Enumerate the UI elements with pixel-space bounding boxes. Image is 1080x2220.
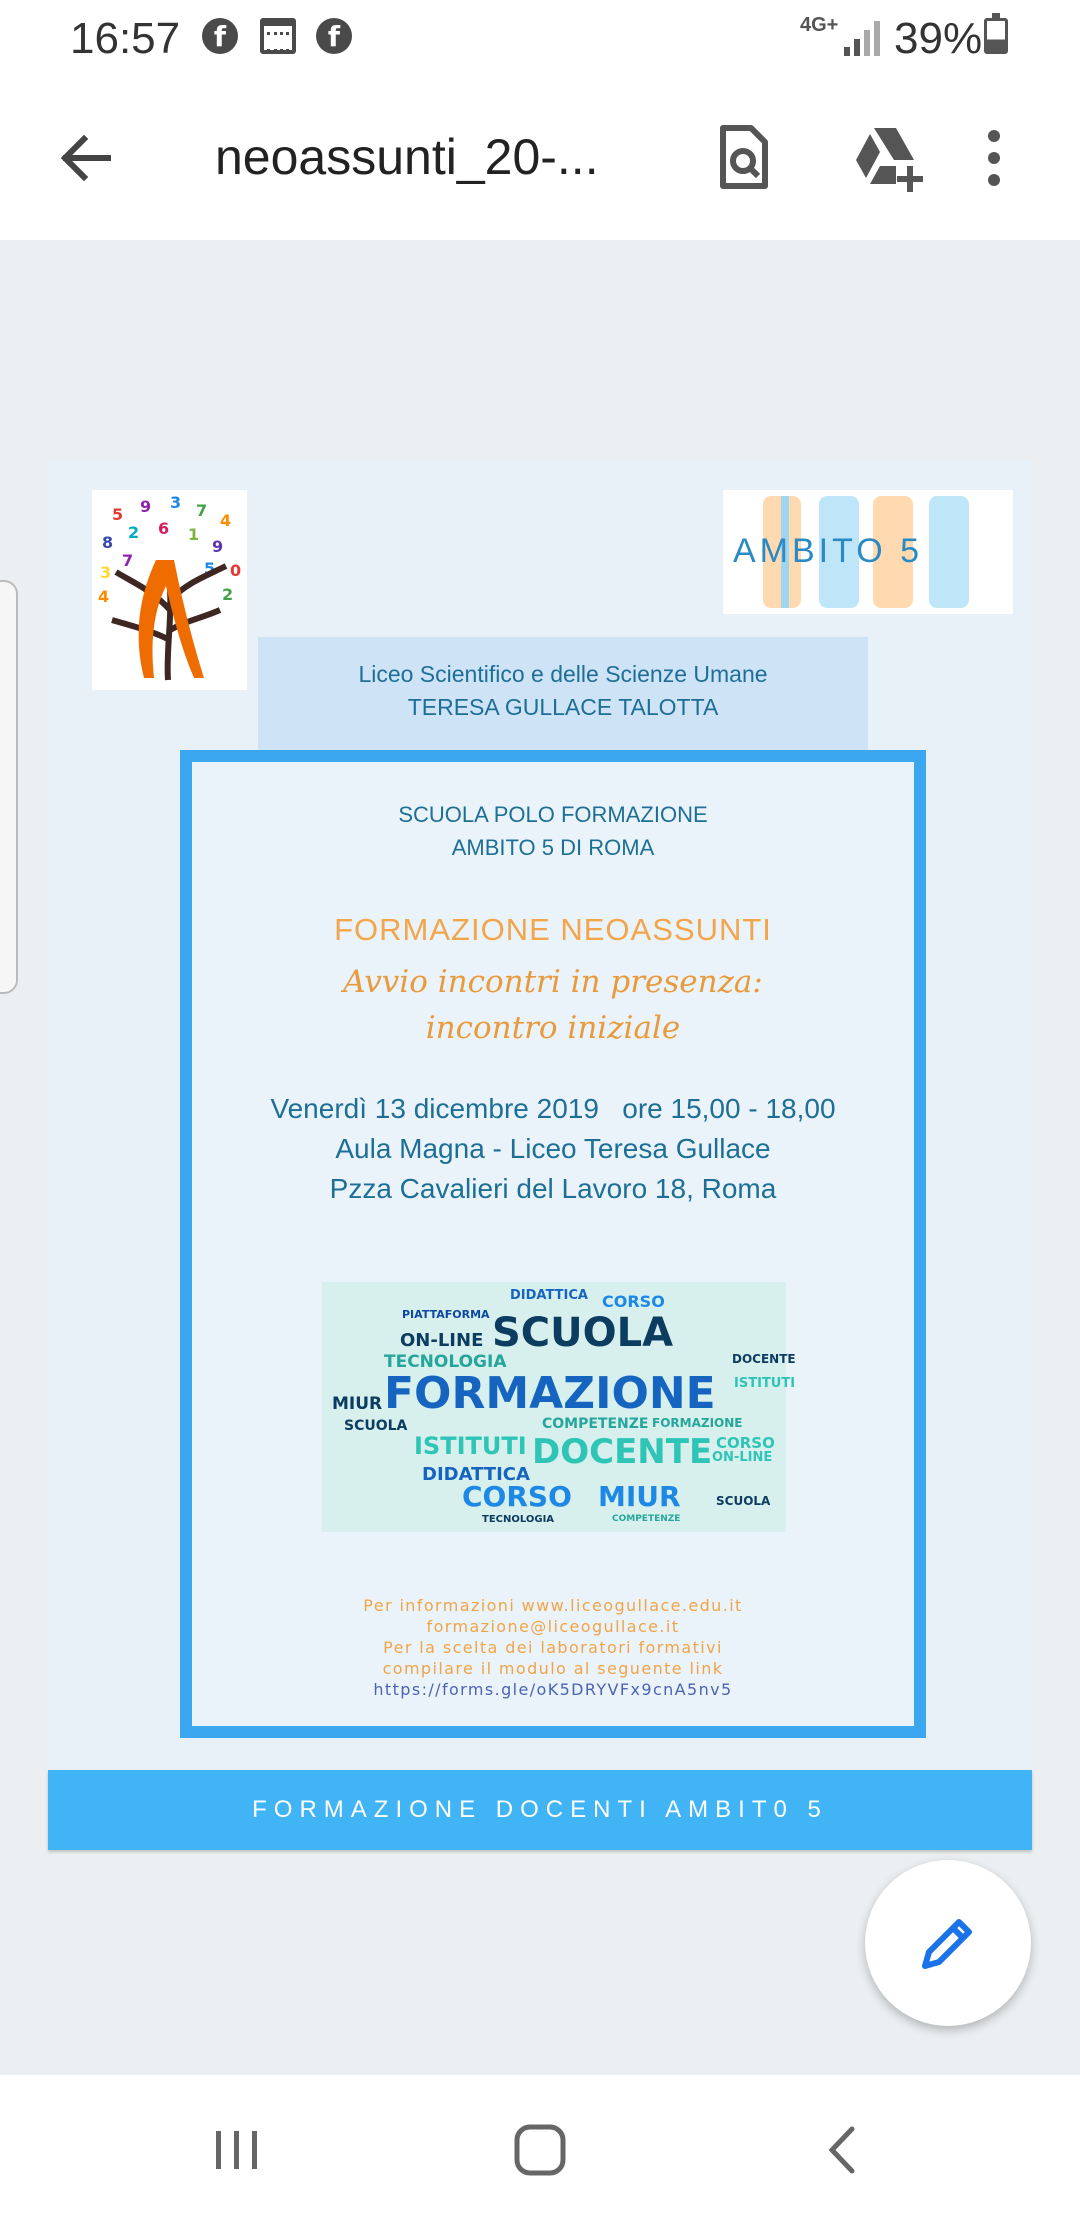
info-block bbox=[192, 1595, 914, 1700]
cloud-word: DIDATTICA bbox=[422, 1464, 530, 1485]
cloud-word: SCUOLA bbox=[716, 1494, 771, 1508]
svg-text:9: 9 bbox=[212, 537, 224, 556]
cloud-word: ON-LINE bbox=[712, 1450, 773, 1465]
cloud-word: ON-LINE bbox=[400, 1330, 484, 1351]
word-cloud-image bbox=[322, 1282, 796, 1532]
status-bar bbox=[0, 0, 1080, 78]
school-line-2: TERESA GULLACE TALOTTA bbox=[407, 694, 719, 720]
event-subtitle bbox=[192, 959, 914, 1051]
svg-text:2: 2 bbox=[222, 585, 234, 604]
cloud-word: TECNOLOGIA bbox=[384, 1352, 507, 1372]
svg-text:7: 7 bbox=[196, 501, 208, 520]
svg-text:4: 4 bbox=[98, 587, 110, 606]
status-time: 16:57 bbox=[70, 14, 181, 63]
info-line-1: Per informazioni www.liceogullace.edu.it bbox=[363, 1596, 743, 1615]
subtitle-line-1: Avvio incontri in presenza: bbox=[343, 964, 763, 1000]
svg-text:0: 0 bbox=[230, 561, 242, 580]
scroll-handle[interactable] bbox=[0, 580, 18, 994]
edit-fab-button[interactable] bbox=[865, 1860, 1031, 2026]
event-date: Venerdì 13 dicembre 2019 ore 15,00 - 18,00 bbox=[270, 1093, 836, 1124]
navigation-bar bbox=[0, 2075, 1080, 2220]
network-type: 4G+ bbox=[800, 14, 839, 36]
facebook-icon: f bbox=[202, 18, 238, 54]
event-title: FORMAZIONE NEOASSUNTI bbox=[334, 912, 772, 947]
svg-text:AMBITO 5: AMBITO 5 bbox=[733, 532, 924, 570]
form-link[interactable]: https://forms.gle/oK5DRYVFx9cnA5nv5 bbox=[373, 1680, 733, 1699]
home-icon bbox=[505, 2115, 575, 2185]
signal-icon bbox=[842, 20, 882, 56]
svg-text:3: 3 bbox=[100, 563, 112, 582]
facebook-icon: f bbox=[316, 18, 352, 54]
cloud-word: SCUOLA bbox=[344, 1418, 408, 1434]
document-title: neoassunti_20-... bbox=[215, 129, 599, 185]
svg-text:6: 6 bbox=[158, 519, 170, 538]
cloud-word: CORSO bbox=[602, 1292, 665, 1311]
polo-line-2: AMBITO 5 DI ROMA bbox=[451, 835, 655, 860]
info-line-3: Per la scelta dei laboratori formativi bbox=[383, 1638, 723, 1657]
tree-logo-image bbox=[92, 490, 247, 690]
school-line-1: Liceo Scientifico e delle Scienze Umane bbox=[358, 661, 768, 687]
more-vert-icon bbox=[974, 118, 1014, 198]
info-line-2: formazione@liceogullace.it bbox=[426, 1617, 680, 1636]
back-button[interactable] bbox=[50, 123, 120, 193]
cloud-word: DOCENTE bbox=[732, 1352, 796, 1366]
school-name-box bbox=[258, 637, 868, 750]
cloud-word: CORSO bbox=[462, 1480, 572, 1513]
cloud-word: TECNOLOGIA bbox=[482, 1514, 555, 1525]
cloud-word: ISTITUTI bbox=[414, 1432, 527, 1460]
calendar-icon bbox=[260, 18, 296, 54]
back-arrow-icon bbox=[50, 123, 120, 193]
subtitle-line-2: incontro iniziale bbox=[425, 1010, 681, 1046]
polo-heading bbox=[192, 798, 914, 864]
cloud-word: DOCENTE bbox=[532, 1432, 713, 1472]
ambito-5-logo-image bbox=[723, 490, 1013, 614]
system-back-button[interactable] bbox=[808, 2115, 878, 2185]
svg-text:2: 2 bbox=[128, 523, 140, 542]
cloud-word: DIDATTICA bbox=[510, 1288, 588, 1303]
info-line-4: compilare il modulo al seguente link bbox=[382, 1659, 724, 1678]
svg-text:4: 4 bbox=[220, 511, 232, 530]
cloud-word: ISTITUTI bbox=[734, 1376, 796, 1391]
event-details bbox=[192, 1089, 914, 1209]
svg-text:7: 7 bbox=[122, 551, 134, 570]
recent-apps-button[interactable] bbox=[202, 2115, 272, 2185]
svg-text:9: 9 bbox=[140, 497, 152, 516]
battery-percent: 39% bbox=[894, 14, 983, 63]
svg-text:3: 3 bbox=[170, 493, 182, 512]
back-icon bbox=[808, 2115, 878, 2185]
svg-text:1: 1 bbox=[188, 525, 200, 544]
pencil-edit-icon bbox=[917, 1912, 979, 1974]
add-to-drive-button[interactable] bbox=[848, 118, 928, 198]
svg-text:5: 5 bbox=[204, 559, 216, 578]
svg-text:8: 8 bbox=[102, 533, 114, 552]
event-address: Pzza Cavalieri del Lavoro 18, Roma bbox=[329, 1173, 777, 1204]
app-bar bbox=[0, 78, 1080, 240]
cloud-word: FORMAZIONE bbox=[384, 1368, 716, 1419]
add-to-drive-icon bbox=[848, 118, 928, 198]
more-options-button[interactable] bbox=[974, 118, 1014, 198]
find-in-page-icon bbox=[703, 118, 783, 198]
cloud-word: COMPETENZE bbox=[612, 1514, 681, 1524]
recent-apps-icon bbox=[202, 2115, 272, 2185]
home-button[interactable] bbox=[505, 2115, 575, 2185]
find-in-page-button[interactable] bbox=[703, 118, 783, 198]
cloud-word: COMPETENZE bbox=[542, 1416, 649, 1432]
footer-banner: FORMAZIONE DOCENTI AMBIT0 5 bbox=[48, 1770, 1032, 1850]
battery-icon bbox=[984, 18, 1008, 54]
cloud-word: PIATTAFORMA bbox=[402, 1308, 490, 1321]
cloud-word: SCUOLA bbox=[492, 1310, 674, 1356]
polo-line-1: SCUOLA POLO FORMAZIONE bbox=[398, 802, 708, 827]
flyer-frame bbox=[180, 750, 926, 1738]
cloud-word: FORMAZIONE bbox=[652, 1416, 743, 1430]
cloud-word: MIUR bbox=[598, 1480, 681, 1513]
svg-text:5: 5 bbox=[112, 505, 124, 524]
cloud-word: CORSO bbox=[716, 1434, 775, 1452]
cloud-word: MIUR bbox=[332, 1394, 383, 1414]
event-place: Aula Magna - Liceo Teresa Gullace bbox=[335, 1133, 771, 1164]
